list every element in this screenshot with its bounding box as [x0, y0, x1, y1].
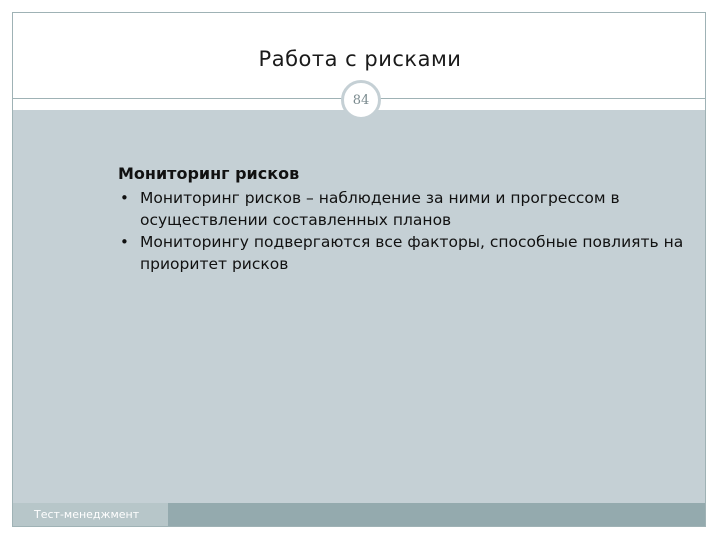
section-heading: Мониторинг рисков [118, 164, 300, 183]
bullet-item [118, 231, 698, 275]
slide-body [118, 164, 698, 275]
slide-title: Работа с рисками [258, 47, 462, 71]
bullet-item [118, 187, 698, 231]
bullet-icon: • [120, 233, 129, 251]
bullet-icon: • [120, 189, 129, 207]
page-number: 84 [352, 92, 370, 108]
bullet-text: Мониторинг рисков – наблюдение за ними и прогрессом в осуществлении составленных планов [140, 189, 620, 229]
page-number-badge [341, 80, 381, 120]
footer-label: Тест-менеджмент [34, 508, 140, 521]
bullet-text: Мониторингу подвергаются все факторы, способные повлиять на приоритет рисков [140, 233, 684, 273]
